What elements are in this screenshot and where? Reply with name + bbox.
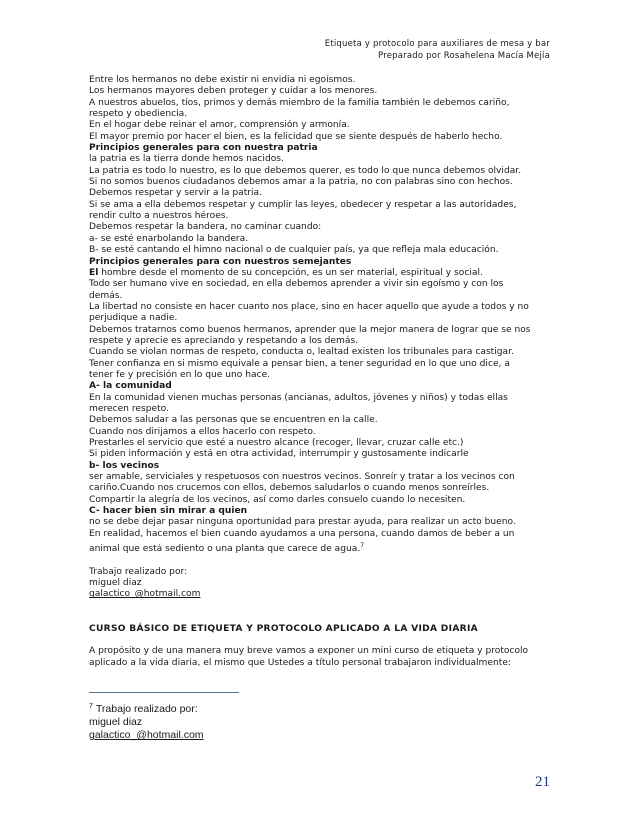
text-line: respeto y obediencia. xyxy=(89,109,188,120)
text-line: Prestarles el servicio que esté a nuestro alcance (recoger, llevar, cruzar calle etc.) xyxy=(89,438,464,448)
text-line: Cuando nos dirijamos a ellos hacerlo con respeto. xyxy=(89,426,316,437)
section-heading-semejantes: Principios generales para con nuestros semejantes xyxy=(89,256,352,267)
page-body xyxy=(89,75,559,669)
footnote-number: 7 xyxy=(89,703,93,710)
line-rest: hombre desde el momento de su concepción, es un ser material, espiritual y social. xyxy=(98,267,483,278)
text-line: Debemos respetar y servir a la patria. xyxy=(89,188,262,199)
text-line: Todo ser humano vive en sociedad, en ella debemos aprender a vivir sin egoísmo y con los xyxy=(89,279,504,290)
text-line: El mayor premio por hacer el bien, es la felicidad que se siente después de haberlo hecho. xyxy=(89,131,503,142)
footnote-label: Trabajo realizado por: xyxy=(95,703,198,715)
spacer xyxy=(89,635,559,646)
text-line: Cuando se violan normas de respeto, conducta o, lealtad existen los tribunales para castigar. xyxy=(89,347,514,358)
text-line: Tener confianza en si mismo equivale a pensar bien, a tener seguridad en lo que uno dice, a xyxy=(89,358,510,369)
credit-email-link[interactable]: galactico_@hotmail.com xyxy=(89,589,201,600)
text-line: a- se esté enarbolando la bandera. xyxy=(89,233,249,244)
text-line: respete y aprecie es apreciando y respetando a los demás. xyxy=(89,335,359,346)
text-line: perjudique a nadie. xyxy=(89,313,178,324)
text-line: Si no somos buenos ciudadanos debemos amar a la patria, no con palabras sino con hechos. xyxy=(89,177,513,188)
credit-name: miguel diaz xyxy=(89,578,142,589)
footnote-first-line xyxy=(89,700,204,716)
text-line: Los hermanos mayores deben proteger y cuidar a los menores. xyxy=(89,86,378,97)
text-line: Debemos tratarnos como buenos hermanos, aprender que la mejor manera de lograr que se nos xyxy=(89,324,531,335)
text-line: la patria es la tierra donde hemos nacidos. xyxy=(89,154,284,165)
course-title: CURSO BÁSICO DE ETIQUETA Y PROTOCOLO APLICADO A LA VIDA DIARIA xyxy=(89,623,478,634)
text-line: demás. xyxy=(89,290,123,301)
footnote-email-link[interactable]: galactico_@hotmail.com xyxy=(89,729,204,741)
spacer xyxy=(89,601,559,612)
text-line: Debemos saludar a las personas que se encuentren en la calle. xyxy=(89,415,378,426)
text-line: rendir culto a nuestros héroes. xyxy=(89,211,229,222)
footnote xyxy=(89,700,204,742)
text-line: Debemos respetar la bandera, no caminar cuando: xyxy=(89,222,322,233)
text-line: A nuestros abuelos, tíos, primos y demás miembro de la familia también le debemos cariño, xyxy=(89,97,510,108)
text-line: cariño.Cuando nos crucemos con ellos, debemos saludarlos o cuando menos sonreírles. xyxy=(89,483,490,494)
text-line: no se debe dejar pasar ninguna oportunidad para prestar ayuda, para realizar un acto bueno. xyxy=(89,517,516,528)
text-line: B- se esté cantando el himno nacional o de cualquier país, ya que refleja mala educación. xyxy=(89,245,499,256)
text-line: En realidad, hacemos el bien cuando ayudamos a una persona, cuando damos de beber a un xyxy=(89,528,515,539)
text-line: tener fe y precisión en lo que uno hace. xyxy=(89,369,271,380)
text-line: En la comunidad vienen muchas personas (ancianas, adultos, jóvenes y niños) y todas ellas xyxy=(89,392,508,403)
section-heading-vecinos: b- los vecinos xyxy=(89,460,160,471)
credit-label: Trabajo realizado por: xyxy=(89,566,188,577)
text-line: merecen respeto. xyxy=(89,403,169,414)
footnote-separator xyxy=(89,692,239,693)
text-line: Si se ama a ella debemos respetar y cumplir las leyes, obedecer y respetar a las autoridades, xyxy=(89,199,517,210)
page-number: 21 xyxy=(535,774,550,790)
header-author: Preparado por Rosahelena Macía Mejía xyxy=(378,51,550,61)
text-line: La libertad no consiste en hacer cuanto nos place, sino en hacer aquello que ayude a todos y no xyxy=(89,301,529,312)
running-header xyxy=(325,38,550,62)
text-line xyxy=(89,268,559,279)
text-line: En el hogar debe reinar el amor, comprensión y armonía. xyxy=(89,120,350,131)
line-text: animal que está sediento o una planta que carece de agua. xyxy=(89,544,361,555)
text-line: La patria es todo lo nuestro, es lo que debemos querer, es todo lo que nunca debemos olvidar. xyxy=(89,165,522,176)
section-heading-patria: Principios generales para con nuestra patria xyxy=(89,143,318,154)
footnote-reference[interactable]: 7 xyxy=(360,542,365,550)
section-heading-bien: C- hacer bien sin mirar a quien xyxy=(89,506,248,517)
text-line: Compartir la alegría de los vecinos, así como darles consuelo cuando lo necesiten. xyxy=(89,494,466,505)
text-line: A propósito y de una manera muy breve vamos a exponer un mini curso de etiqueta y protocolo xyxy=(89,646,529,657)
text-line xyxy=(89,540,559,555)
first-word: El xyxy=(89,267,99,278)
header-title: Etiqueta y protocolo para auxiliares de mesa y bar xyxy=(324,39,550,49)
spacer xyxy=(89,612,559,623)
text-line: Entre los hermanos no debe existir ni envidia ni egoísmos. xyxy=(89,75,356,85)
text-line: aplicado a la vida diaria, el mismo que Ustedes a título personal trabajaron individualmente: xyxy=(89,657,511,668)
text-line: Si piden información y está en otra actividad, interrumpir y gustosamente indicarle xyxy=(89,449,469,460)
section-heading-comunidad: A- la comunidad xyxy=(89,381,172,392)
footnote-name: miguel diaz xyxy=(89,716,143,728)
text-line: ser amable, serviciales y respetuosos con nuestros vecinos. Sonreír y tratar a los vecinos con xyxy=(89,472,515,483)
spacer xyxy=(89,555,559,566)
